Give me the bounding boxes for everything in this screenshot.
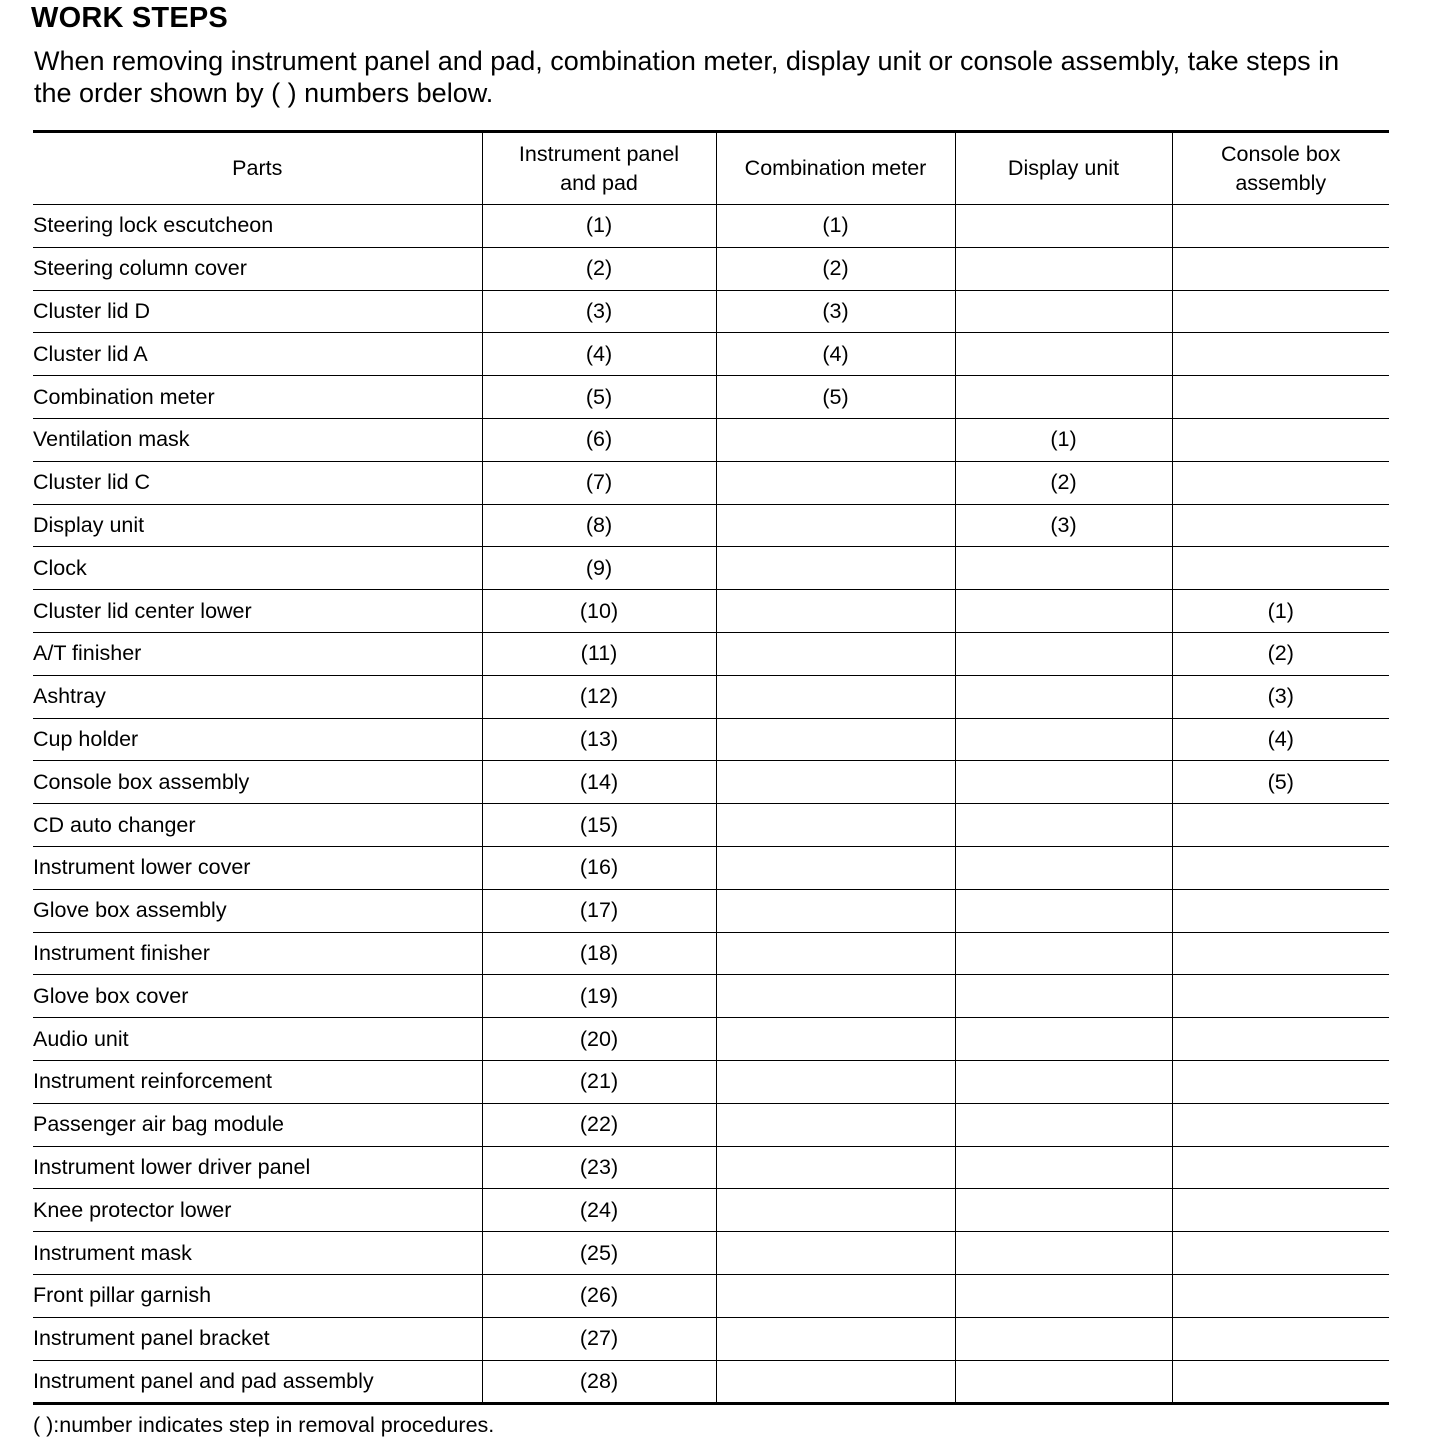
- combination-meter-step: (2): [716, 247, 955, 290]
- part-cell: Cluster lid center lower: [33, 590, 482, 633]
- intro-line-2: the order shown by ( ) numbers below.: [34, 78, 494, 108]
- display-unit-step: [955, 1189, 1172, 1232]
- part-cell: Steering column cover: [33, 247, 482, 290]
- console-box-step: [1172, 932, 1389, 975]
- instrument-panel-step: (7): [482, 461, 716, 504]
- console-box-step: (5): [1172, 761, 1389, 804]
- instrument-panel-step: (18): [482, 932, 716, 975]
- part-cell: Instrument reinforcement: [33, 1060, 482, 1103]
- part-cell: Cluster lid C: [33, 461, 482, 504]
- part-cell: Cluster lid D: [33, 290, 482, 333]
- console-box-step: [1172, 846, 1389, 889]
- instrument-panel-step: (9): [482, 547, 716, 590]
- instrument-panel-step: (20): [482, 1018, 716, 1061]
- display-unit-step: [955, 889, 1172, 932]
- table-row: [33, 290, 1389, 333]
- part-cell: Display unit: [33, 504, 482, 547]
- combination-meter-step: [716, 932, 955, 975]
- part-cell: Cup holder: [33, 718, 482, 761]
- table-row: [33, 889, 1389, 932]
- instrument-panel-step: (3): [482, 290, 716, 333]
- combination-meter-step: [716, 718, 955, 761]
- part-cell: Front pillar garnish: [33, 1274, 482, 1317]
- table-row: [33, 1103, 1389, 1146]
- display-unit-step: [955, 1360, 1172, 1404]
- display-unit-step: [955, 376, 1172, 419]
- display-unit-step: [955, 1018, 1172, 1061]
- table-row: [33, 205, 1389, 248]
- combination-meter-step: [716, 547, 955, 590]
- intro-paragraph: [34, 45, 1454, 109]
- header-parts: Parts: [33, 132, 482, 205]
- console-box-step: [1172, 1060, 1389, 1103]
- intro-line-1: When removing instrument panel and pad, combination meter, display unit or console assembly, take steps in: [34, 46, 1340, 76]
- combination-meter-step: [716, 461, 955, 504]
- combination-meter-step: [716, 1018, 955, 1061]
- instrument-panel-step: (23): [482, 1146, 716, 1189]
- console-box-step: [1172, 1274, 1389, 1317]
- console-box-step: [1172, 1103, 1389, 1146]
- console-box-step: [1172, 1146, 1389, 1189]
- footnote: ( ):number indicates step in removal procedures.: [33, 1413, 495, 1437]
- part-cell: Glove box cover: [33, 975, 482, 1018]
- console-box-step: [1172, 975, 1389, 1018]
- part-cell: Audio unit: [33, 1018, 482, 1061]
- console-box-step: (2): [1172, 632, 1389, 675]
- part-cell: Glove box assembly: [33, 889, 482, 932]
- table-row: [33, 804, 1389, 847]
- combination-meter-step: [716, 846, 955, 889]
- display-unit-step: (3): [955, 504, 1172, 547]
- instrument-panel-step: (4): [482, 333, 716, 376]
- instrument-panel-step: (25): [482, 1232, 716, 1275]
- part-cell: Passenger air bag module: [33, 1103, 482, 1146]
- combination-meter-step: [716, 804, 955, 847]
- display-unit-step: [955, 632, 1172, 675]
- part-cell: A/T finisher: [33, 632, 482, 675]
- console-box-step: [1172, 889, 1389, 932]
- instrument-panel-step: (27): [482, 1317, 716, 1360]
- display-unit-step: [955, 333, 1172, 376]
- table-row: [33, 1146, 1389, 1189]
- display-unit-step: [955, 290, 1172, 333]
- combination-meter-step: [716, 1360, 955, 1404]
- combination-meter-step: [716, 1103, 955, 1146]
- table-row: [33, 675, 1389, 718]
- combination-meter-step: [716, 761, 955, 804]
- console-box-step: [1172, 504, 1389, 547]
- instrument-panel-step: (16): [482, 846, 716, 889]
- work-steps-table: [33, 130, 1389, 1405]
- display-unit-step: [955, 932, 1172, 975]
- header-instrument-panel: Instrument panel and pad: [482, 132, 716, 205]
- instrument-panel-step: (26): [482, 1274, 716, 1317]
- display-unit-step: [955, 675, 1172, 718]
- display-unit-step: [955, 761, 1172, 804]
- console-box-step: [1172, 547, 1389, 590]
- instrument-panel-step: (6): [482, 418, 716, 461]
- instrument-panel-step: (1): [482, 205, 716, 248]
- header-display-unit: Display unit: [955, 132, 1172, 205]
- table-row: [33, 846, 1389, 889]
- part-cell: Knee protector lower: [33, 1189, 482, 1232]
- table-header-row: [33, 132, 1389, 205]
- combination-meter-step: [716, 1274, 955, 1317]
- instrument-panel-step: (15): [482, 804, 716, 847]
- display-unit-step: [955, 1146, 1172, 1189]
- part-cell: CD auto changer: [33, 804, 482, 847]
- part-cell: Combination meter: [33, 376, 482, 419]
- part-cell: Ventilation mask: [33, 418, 482, 461]
- instrument-panel-step: (12): [482, 675, 716, 718]
- console-box-step: [1172, 1189, 1389, 1232]
- console-box-step: [1172, 290, 1389, 333]
- header-combination-meter: Combination meter: [716, 132, 955, 205]
- combination-meter-step: [716, 1146, 955, 1189]
- display-unit-step: (2): [955, 461, 1172, 504]
- table-row: [33, 547, 1389, 590]
- combination-meter-step: [716, 975, 955, 1018]
- console-box-step: [1172, 461, 1389, 504]
- display-unit-step: (1): [955, 418, 1172, 461]
- display-unit-step: [955, 1103, 1172, 1146]
- combination-meter-step: [716, 889, 955, 932]
- combination-meter-step: [716, 1317, 955, 1360]
- display-unit-step: [955, 1232, 1172, 1275]
- display-unit-step: [955, 846, 1172, 889]
- table-row: [33, 1232, 1389, 1275]
- table-row: [33, 632, 1389, 675]
- combination-meter-step: (4): [716, 333, 955, 376]
- table-row: [33, 333, 1389, 376]
- instrument-panel-step: (13): [482, 718, 716, 761]
- table-row: [33, 461, 1389, 504]
- console-box-step: [1172, 804, 1389, 847]
- part-cell: Instrument panel and pad assembly: [33, 1360, 482, 1404]
- part-cell: Instrument mask: [33, 1232, 482, 1275]
- instrument-panel-step: (19): [482, 975, 716, 1018]
- display-unit-step: [955, 1060, 1172, 1103]
- table-row: [33, 1189, 1389, 1232]
- console-box-step: [1172, 1317, 1389, 1360]
- table-row: [33, 504, 1389, 547]
- console-box-step: [1172, 333, 1389, 376]
- table-row: [33, 1018, 1389, 1061]
- display-unit-step: [955, 547, 1172, 590]
- instrument-panel-step: (24): [482, 1189, 716, 1232]
- display-unit-step: [955, 1274, 1172, 1317]
- instrument-panel-step: (17): [482, 889, 716, 932]
- combination-meter-step: [716, 632, 955, 675]
- part-cell: Ashtray: [33, 675, 482, 718]
- display-unit-step: [955, 205, 1172, 248]
- combination-meter-step: [716, 1232, 955, 1275]
- instrument-panel-step: (10): [482, 590, 716, 633]
- combination-meter-step: [716, 590, 955, 633]
- console-box-step: (1): [1172, 590, 1389, 633]
- table-row: [33, 376, 1389, 419]
- table-row: [33, 247, 1389, 290]
- combination-meter-step: [716, 504, 955, 547]
- console-box-step: (3): [1172, 675, 1389, 718]
- combination-meter-step: (3): [716, 290, 955, 333]
- console-box-step: [1172, 418, 1389, 461]
- console-box-step: [1172, 205, 1389, 248]
- display-unit-step: [955, 1317, 1172, 1360]
- display-unit-step: [955, 804, 1172, 847]
- table-row: [33, 975, 1389, 1018]
- instrument-panel-step: (8): [482, 504, 716, 547]
- table-row: [33, 932, 1389, 975]
- combination-meter-step: [716, 675, 955, 718]
- instrument-panel-step: (2): [482, 247, 716, 290]
- instrument-panel-step: (28): [482, 1360, 716, 1404]
- part-cell: Steering lock escutcheon: [33, 205, 482, 248]
- instrument-panel-step: (5): [482, 376, 716, 419]
- instrument-panel-step: (14): [482, 761, 716, 804]
- table-row: [33, 1317, 1389, 1360]
- part-cell: Instrument finisher: [33, 932, 482, 975]
- page-title: WORK STEPS: [31, 2, 228, 34]
- table-row: [33, 718, 1389, 761]
- instrument-panel-step: (11): [482, 632, 716, 675]
- instrument-panel-step: (21): [482, 1060, 716, 1103]
- part-cell: Console box assembly: [33, 761, 482, 804]
- instrument-panel-step: (22): [482, 1103, 716, 1146]
- console-box-step: [1172, 247, 1389, 290]
- console-box-step: [1172, 376, 1389, 419]
- combination-meter-step: [716, 418, 955, 461]
- combination-meter-step: [716, 1060, 955, 1103]
- part-cell: Instrument lower cover: [33, 846, 482, 889]
- part-cell: Cluster lid A: [33, 333, 482, 376]
- part-cell: Instrument panel bracket: [33, 1317, 482, 1360]
- combination-meter-step: (1): [716, 205, 955, 248]
- combination-meter-step: (5): [716, 376, 955, 419]
- table-row: [33, 1360, 1389, 1404]
- display-unit-step: [955, 718, 1172, 761]
- combination-meter-step: [716, 1189, 955, 1232]
- display-unit-step: [955, 975, 1172, 1018]
- header-console-box: Console box assembly: [1172, 132, 1389, 205]
- part-cell: Instrument lower driver panel: [33, 1146, 482, 1189]
- table-row: [33, 1060, 1389, 1103]
- table-row: [33, 1274, 1389, 1317]
- console-box-step: [1172, 1018, 1389, 1061]
- display-unit-step: [955, 590, 1172, 633]
- console-box-step: [1172, 1232, 1389, 1275]
- table-row: [33, 590, 1389, 633]
- table-row: [33, 418, 1389, 461]
- table-row: [33, 761, 1389, 804]
- display-unit-step: [955, 247, 1172, 290]
- console-box-step: [1172, 1360, 1389, 1404]
- console-box-step: (4): [1172, 718, 1389, 761]
- part-cell: Clock: [33, 547, 482, 590]
